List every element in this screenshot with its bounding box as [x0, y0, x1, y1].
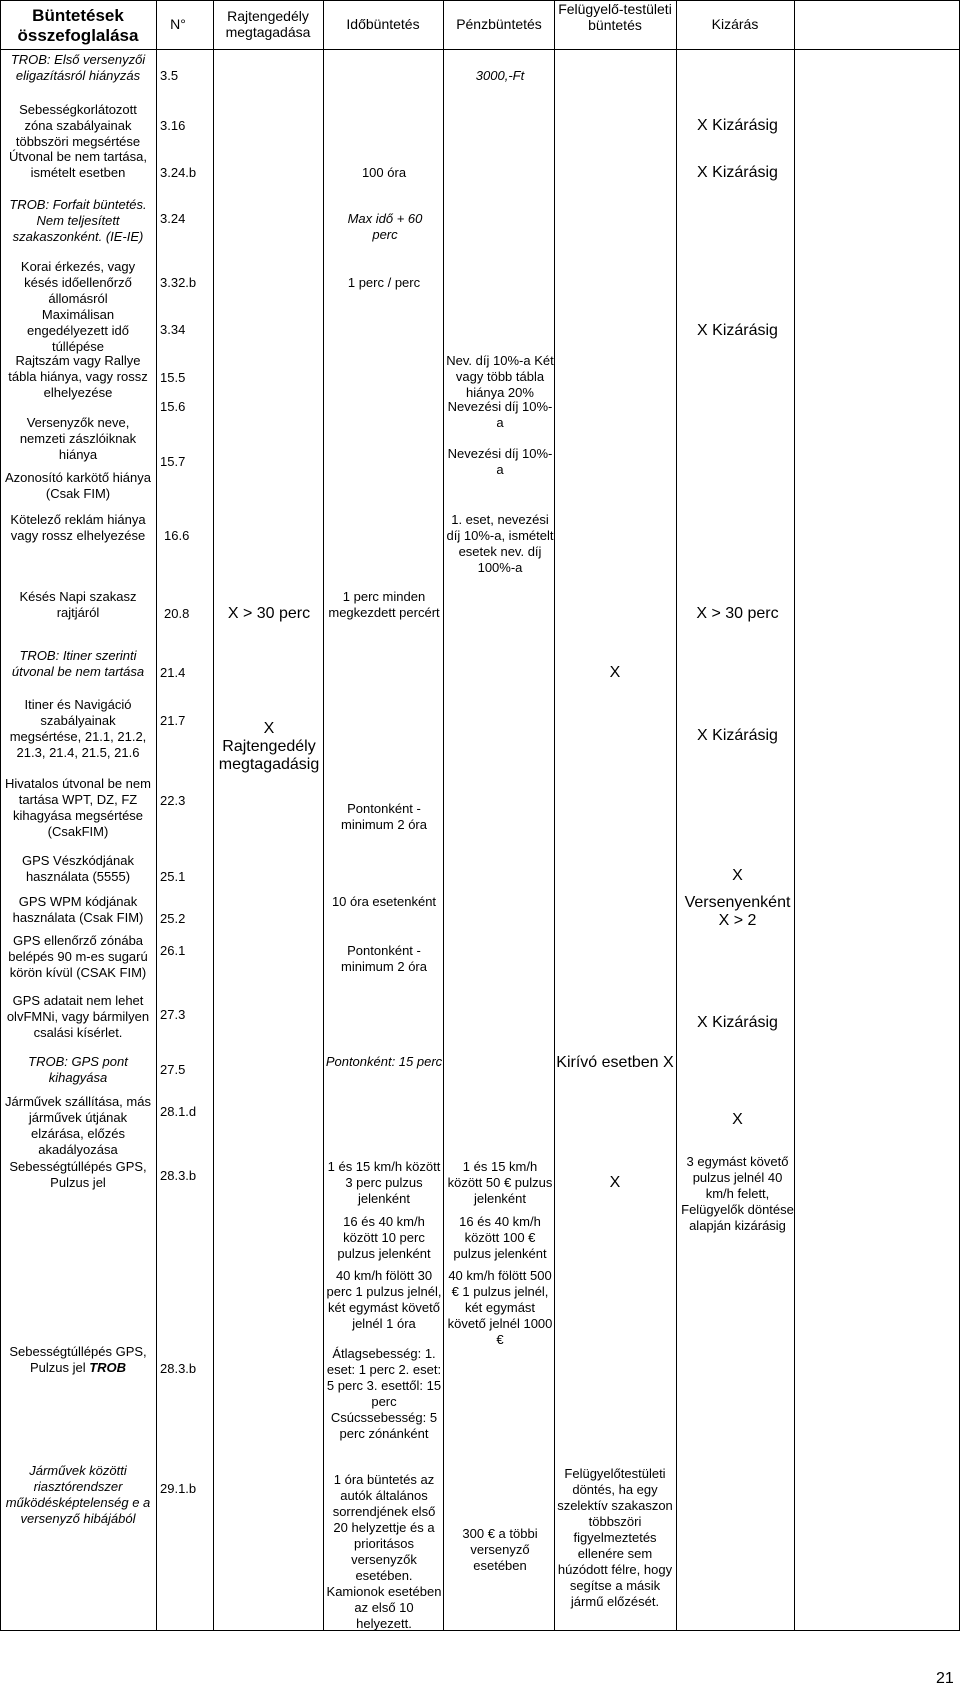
money-penalty: 3000,-Ft [475, 68, 525, 83]
grid-line [794, 0, 795, 1630]
exclusion: Versenyenként X > 2 [684, 894, 791, 929]
money-penalty-tier-3: 40 km/h fölött 500 € 1 pulzus jelnél, két egymást követő jelnél 1000 € [447, 1268, 553, 1347]
rule-number: 21.4 [160, 665, 186, 680]
stewards-penalty: Kirívó esetben X [556, 1054, 674, 1071]
money-penalty: Nevezési díj 10%-a [447, 399, 553, 430]
time-penalty: 1 perc / perc [347, 275, 421, 290]
rule-number: 3.32.b [160, 275, 197, 290]
header-money-penalty: Pénzbüntetés [456, 16, 542, 32]
rule-name: TROB: Első versenyzői eligazításról hiányzás [10, 52, 146, 83]
header-number: N° [170, 16, 186, 32]
rule-name: Versenyzők neve, nemzeti zászlóiknak hiánya [19, 415, 137, 462]
time-penalty: Pontonként - minimum 2 óra [341, 801, 427, 832]
rule-name: Útvonal be nem tartása, ismételt esetben [8, 149, 148, 180]
rule-number: 25.2 [160, 911, 186, 926]
grid-line [0, 49, 960, 50]
header-time-penalty: Időbüntetés [346, 16, 420, 32]
grid-line [443, 0, 444, 1630]
grid-line [0, 1630, 960, 1631]
rule-number: 26.1 [160, 943, 186, 958]
header-stewards-penalty: Felügyelő-testületi büntetés [558, 1, 672, 33]
exclusion: X Kizárásig [697, 117, 778, 134]
rule-name: Járművek közötti riasztórendszer működésképtelenség e a versenyző hibájából [5, 1463, 151, 1526]
time-penalty: Átlagsebesség: 1. eset: 1 perc 2. eset: 5 perc 3. esettől: 15 perc Csúcssebesség: 5 perc zónánként [326, 1346, 442, 1441]
rule-name: Azonosító karkötő hiánya (Csak FIM) [5, 470, 151, 501]
rule-number: 3.24 [160, 211, 186, 226]
header-start-denied: Rajtengedély megtagadása [225, 8, 311, 40]
money-penalty: Nevezési díj 10%-a [447, 446, 553, 477]
stewards-penalty: X [609, 664, 621, 681]
time-penalty-tier-1: 1 és 15 km/h között 3 perc pulzus jelenként [327, 1159, 441, 1206]
exclusion: X [732, 867, 743, 884]
rule-name: GPS Vészkódjának használata (5555) [21, 853, 134, 884]
exclusion: X Kizárásig [697, 322, 778, 339]
money-penalty-tier-2: 16 és 40 km/h között 100 € pulzus jelenként [453, 1214, 547, 1261]
time-penalty: 100 óra [361, 165, 407, 180]
rule-number: 22.3 [160, 793, 186, 808]
header-exclusion: Kizárás [711, 16, 759, 32]
time-penalty-tier-3: 40 km/h fölött 30 perc 1 pulzus jelnél, két egymást követő jelnél 1 óra [326, 1268, 442, 1331]
stewards-penalty: X [609, 1174, 621, 1191]
rule-name: Korai érkezés, vagy késés időellenőrző állomásról [20, 259, 136, 306]
rule-number: 21.7 [160, 713, 186, 728]
rule-name-text: Sebességtúllépés GPS, Pulzus jel [9, 1344, 147, 1375]
grid-line [676, 0, 677, 1630]
rule-name: Kötelező reklám hiánya vagy rossz elhelyezése [10, 512, 146, 543]
rule-number: 27.5 [160, 1062, 186, 1077]
exclusion: X Kizárásig [697, 164, 778, 181]
exclusion: X Kizárásig [697, 727, 778, 744]
grid-line [554, 0, 555, 1630]
rule-name: GPS adatait nem lehet olvFMNi, vagy bármilyen csalási kísérlet. [6, 993, 150, 1040]
start-denied: X Rajtengedély megtagadásig [218, 720, 320, 773]
rule-name: Járművek szállítása, más járművek útjának elzárása, előzés akadályozása [5, 1094, 151, 1157]
exclusion: X > 30 perc [696, 605, 779, 622]
money-penalty: Nev. díj 10%-a Két vagy több tábla hiánya 20% [446, 353, 554, 400]
rule-name: Maximálisan engedélyezett idő túllépése [27, 307, 129, 354]
money-penalty-tier-1: 1 és 15 km/h között 50 € pulzus jelenként [447, 1159, 553, 1206]
rule-number: 3.34 [160, 322, 186, 337]
rule-number: 25.1 [160, 869, 186, 884]
rule-number: 3.5 [160, 68, 179, 83]
exclusion: 3 egymást követő pulzus jelnél 40 km/h felett, Felügyelők döntése alapján kizárásig [681, 1154, 794, 1233]
rule-name-trob: TROB [89, 1360, 127, 1375]
money-penalty: 300 € a többi versenyző esetében [462, 1526, 538, 1573]
rule-number: 15.5 [160, 370, 186, 385]
rule-number: 3.24.b [160, 165, 197, 180]
rule-number: 20.8 [164, 606, 190, 621]
exclusion: X [732, 1111, 743, 1128]
rule-name: Rajtszám vagy Rallye tábla hiánya, vagy rossz elhelyezése [8, 353, 148, 400]
time-penalty: Pontonként - minimum 2 óra [341, 943, 427, 974]
rule-name: GPS ellenőrző zónába belépés 90 m-es sugarú körön kívül (CSAK FIM) [8, 933, 148, 980]
exclusion: X Kizárásig [697, 1014, 778, 1031]
rule-name: TROB: Forfait büntetés. Nem teljesített szakaszonként. (IE-IE) [9, 197, 147, 244]
rule-number: 28.3.b [160, 1168, 197, 1183]
time-penalty-tier-2: 16 és 40 km/h között 10 perc pulzus jelenként [337, 1214, 431, 1261]
page-number: 21 [936, 1670, 954, 1687]
grid-line [156, 0, 157, 1630]
rule-name: Sebességkorlátozott zóna szabályainak többszöri megsértése [15, 102, 141, 149]
start-denied: X > 30 perc [227, 605, 311, 622]
page-title: Büntetések összefoglalása [17, 6, 139, 45]
grid-line [213, 0, 214, 1630]
rule-name: TROB: GPS pont kihagyása [28, 1054, 128, 1085]
rule-number: 15.6 [160, 399, 186, 414]
stewards-penalty: Felügyelőtestületi döntés, ha egy szelektív szakaszon többszöri figyelmeztetés ellenére sem húzódott félre, hogy segítse a másik jármű előzését. [557, 1466, 673, 1609]
time-penalty: 10 óra esetenként [331, 894, 437, 909]
grid-line [0, 0, 1, 1630]
rule-number: 15.7 [160, 454, 186, 469]
grid-line [323, 0, 324, 1630]
rule-name: Sebességtúllépés GPS, Pulzus jel [9, 1159, 147, 1190]
rule-number: 29.1.b [160, 1481, 197, 1496]
rule-number: 3.16 [160, 118, 186, 133]
rule-name [4, 1344, 152, 1376]
money-penalty: 1. eset, nevezési díj 10%-a, ismételt esetek nev. díj 100%-a [446, 512, 554, 575]
rule-name: TROB: Itiner szerinti útvonal be nem tartása [11, 648, 145, 679]
rule-number: 28.3.b [160, 1361, 197, 1376]
rule-name: GPS WPM kódjának használata (Csak FIM) [12, 894, 144, 925]
rule-number: 28.1.d [160, 1104, 197, 1119]
time-penalty: 1 perc minden megkezdett percért [328, 589, 440, 620]
time-penalty: Pontonként: 15 perc [325, 1054, 443, 1069]
rule-name: Itiner és Navigáció szabályainak megsértése, 21.1, 21.2, 21.3, 21.4, 21.5, 21.6 [9, 697, 147, 760]
rule-number: 16.6 [164, 528, 190, 543]
time-penalty: 1 óra büntetés az autók általános sorrendjének első 20 helyzettje és a prioritásos versenyzők esetében. Kamionok esetében az első 10 helyezett. [326, 1472, 442, 1631]
rule-name: Késés Napi szakasz rajtjáról [19, 589, 137, 620]
rule-name: Hivatalos útvonal be nem tartása WPT, DZ, FZ kihagyása megsértése (CsakFIM) [5, 776, 151, 839]
time-penalty: Max idő + 60 perc [347, 211, 423, 242]
grid-line [0, 0, 960, 1]
rule-number: 27.3 [160, 1007, 186, 1022]
